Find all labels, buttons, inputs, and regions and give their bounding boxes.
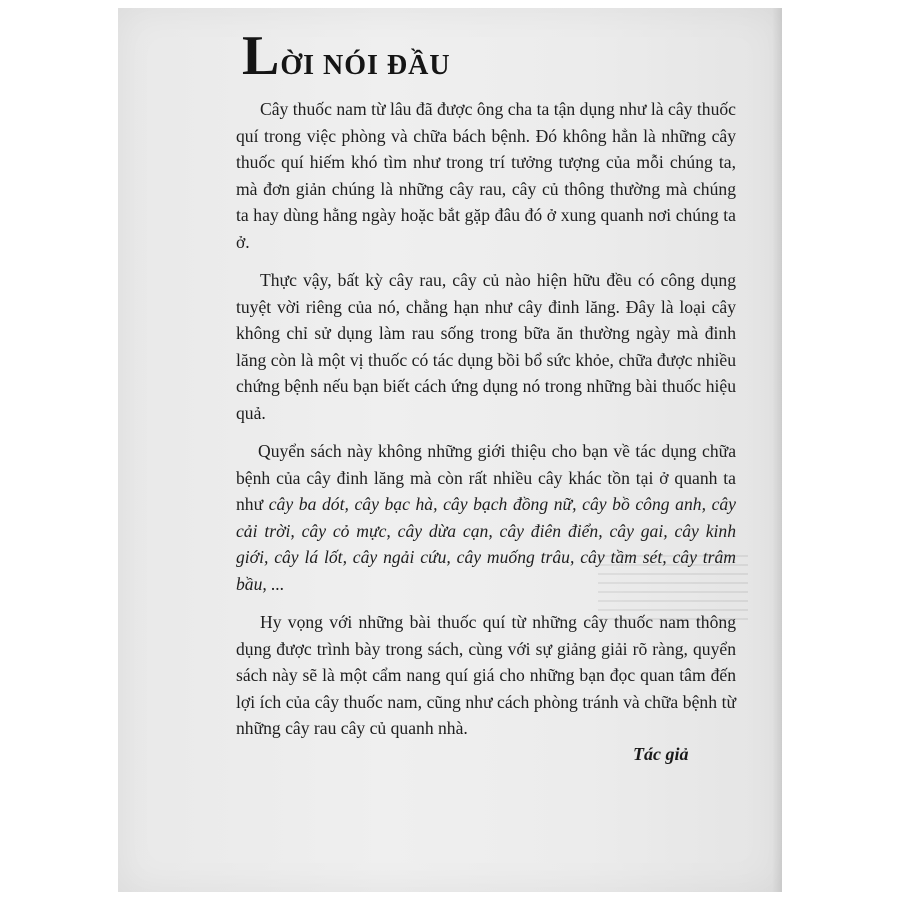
paragraph-2: Thực vậy, bất kỳ cây rau, cây củ nào hiện hữu đều có công dụng tuyệt vời riêng của nó, chẳng hạn như cây đinh lăng. Đây là loại cây không chỉ sử dụng làm rau sống trong bữa ăn thường ngày mà đinh lăng còn là một vị thuốc có tác dụng bồi bổ sức khỏe, chữa được nhiều chứng bệnh nếu bạn biết cách ứng dụng nó trong những bài thuốc hiệu quả. bbox=[236, 270, 736, 423]
title-rest: ỜI NÓI ĐẦU bbox=[280, 50, 451, 81]
paragraph-1: Cây thuốc nam từ lâu đã được ông cha ta tận dụng như là cây thuốc quí trong việc phòng và chữa bách bệnh. Đó không hẳn là những cây thuốc quí hiếm khó tìm như trong trí tưởng tượng của mỗi chúng ta, mà đơn giản chúng là những cây rau, cây củ thông thường mà chúng ta hay dùng hằng ngày hoặc bắt gặp đâu đó ở xung quanh nơi chúng ta ở. bbox=[236, 99, 736, 252]
author-signature: Tác giả bbox=[633, 744, 689, 764]
plant-list: cây ba dót, cây bạc hà, cây bạch đồng nữ, cây bồ công anh, cây cải trời, cây cỏ mực, cây dừa cạn, cây điên điển, cây gai, cây kinh giới, cây lá lốt, cây ngải cứu, cây muống trâu, cây tầm sét, cây trâm bầu, ... bbox=[236, 494, 736, 594]
page-edge-shadow bbox=[772, 8, 782, 892]
paragraph-3 bbox=[236, 438, 736, 597]
paragraph-4: Hy vọng với những bài thuốc quí từ những cây thuốc nam thông dụng được trình bày trong sách, cùng với sự giảng giải rõ ràng, quyển sách này sẽ là một cẩm nang quí giá cho những bạn đọc quan tâm đến lợi ích của cây thuốc nam, cũng như cách phòng tránh và chữa bệnh từ những cây rau cây củ quanh nhà. bbox=[236, 612, 736, 738]
page-title bbox=[242, 25, 451, 87]
title-drop-initial: L bbox=[242, 25, 281, 87]
paragraph-3-intro: Quyển sách này không những giới thiệu cho bạn về tác dụng chữa bệnh của cây đinh lăng mà còn rất nhiều cây khác tồn tại ở quanh ta như bbox=[236, 441, 736, 514]
body-text bbox=[236, 96, 736, 754]
book-page bbox=[118, 8, 782, 892]
